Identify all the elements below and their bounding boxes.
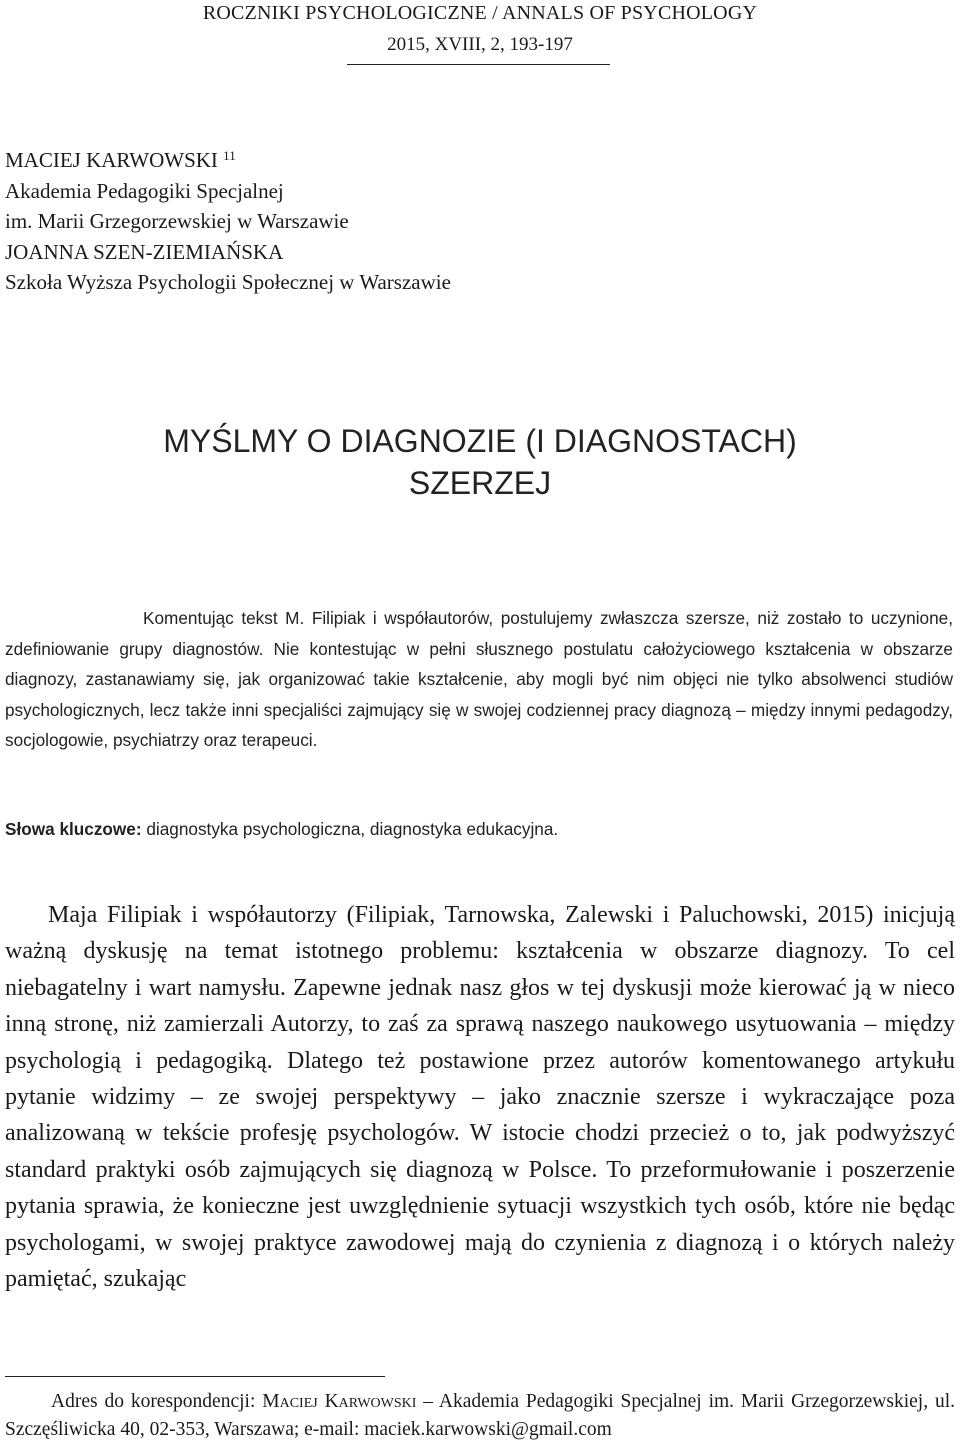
footnote-marker: 11 bbox=[223, 148, 236, 163]
footnote bbox=[5, 1388, 955, 1444]
footnote-rule bbox=[5, 1376, 385, 1377]
author-1 bbox=[5, 145, 451, 176]
footnote-text bbox=[5, 1388, 955, 1444]
title-line-2: SZERZEJ bbox=[408, 465, 552, 501]
body-paragraph: Maja Filipiak i współautorzy (Filipiak, Tarnowska, Zalewski i Paluchowski, 2015) inicjują ważną dyskusję na temat istotnego problemu: kształcenia w obszarze diagnozy. To cel niebagatelny i wart namysłu. Zapewne jednak nasz głos w tej dyskusji może kierować ją w nieco inną stronę, niż zamierzali Autorzy, to zaś za sprawą naszego naukowego usytuowania – między psychologią i pedagogiką. Dlatego też postawione przez autorów komentowanego artykułu pytanie widzimy – ze swojej perspektywy – jako znacznie szersze i wykraczające poza analizowaną w tekście profesję psychologów. W istocie chodzi przecież o to, jak podwyższyć standard praktyki osób zajmujących się diagnozą w Polsce. To przeformułowanie i poszerzenie pytania sprawia, że konieczne jest uwzględnienie sytuacji wszystkich tych osób, które nie będąc psychologami, w swojej praktyce zawodowej mają do czynienia z diagnozą i o których należy pamiętać, szukając bbox=[5, 902, 955, 1293]
footnote-author-name: Maciej Karwowski bbox=[262, 1391, 417, 1412]
footnote-prefix: Adres do korespondencji: bbox=[51, 1391, 263, 1412]
author-1-name: MACIEJ KARWOWSKI bbox=[5, 148, 218, 172]
article-title bbox=[0, 420, 960, 504]
footnote-suffix: – Akademia Pedagogiki Specjalnej im. Marii Grzegorzewskiej, ul. Szczęśliwicka 40, 02-353, Warszawa; e-mail: maciek.karwowski@gmail.com bbox=[5, 1391, 955, 1440]
header-rule bbox=[347, 64, 610, 65]
keywords bbox=[5, 814, 953, 844]
abstract bbox=[5, 603, 953, 756]
author-2-name: JOANNA SZEN-ZIEMIAŃSKA bbox=[5, 239, 284, 264]
affiliation-1-line-1: Akademia Pedagogiki Specjalnej bbox=[5, 178, 284, 203]
journal-title: ROCZNIKI PSYCHOLOGICZNE / ANNALS OF PSYCHOLOGY bbox=[202, 2, 758, 24]
affiliation-2: Szkoła Wyższa Psychologii Społecznej w Warszawie bbox=[5, 270, 451, 294]
affiliation-1-line-2: im. Marii Grzegorzewskiej w Warszawie bbox=[5, 209, 349, 233]
journal-issue: 2015, XVIII, 2, 193-197 bbox=[387, 34, 573, 55]
title-line-1: MYŚLMY O DIAGNOZIE (I DIAGNOSTACH) bbox=[163, 423, 797, 459]
keywords-text: diagnostyka psychologiczna, diagnostyka edukacyjna. bbox=[141, 819, 559, 839]
author-block bbox=[5, 145, 451, 298]
abstract-text: Komentując tekst M. Filipiak i współautorów, postulujemy zwłaszcza szersze, niż zostało to uczynione, zdefiniowanie grupy diagnostów. Nie kontestując w pełni słusznego postulatu całożyciowego kształcenia w obszarze diagnozy, zastanawiamy się, jak organizować takie kształcenie, aby mogli być nim objęci nie tylko absolwenci studiów psychologicznych, lecz także inni specjaliści zajmujący się w swojej codziennej pracy diagnozą – między innymi pedagodzy, socjologowie, psychiatrzy oraz terapeuci. bbox=[5, 608, 953, 750]
body-text bbox=[5, 897, 955, 1297]
keywords-label: Słowa kluczowe: bbox=[5, 819, 142, 839]
